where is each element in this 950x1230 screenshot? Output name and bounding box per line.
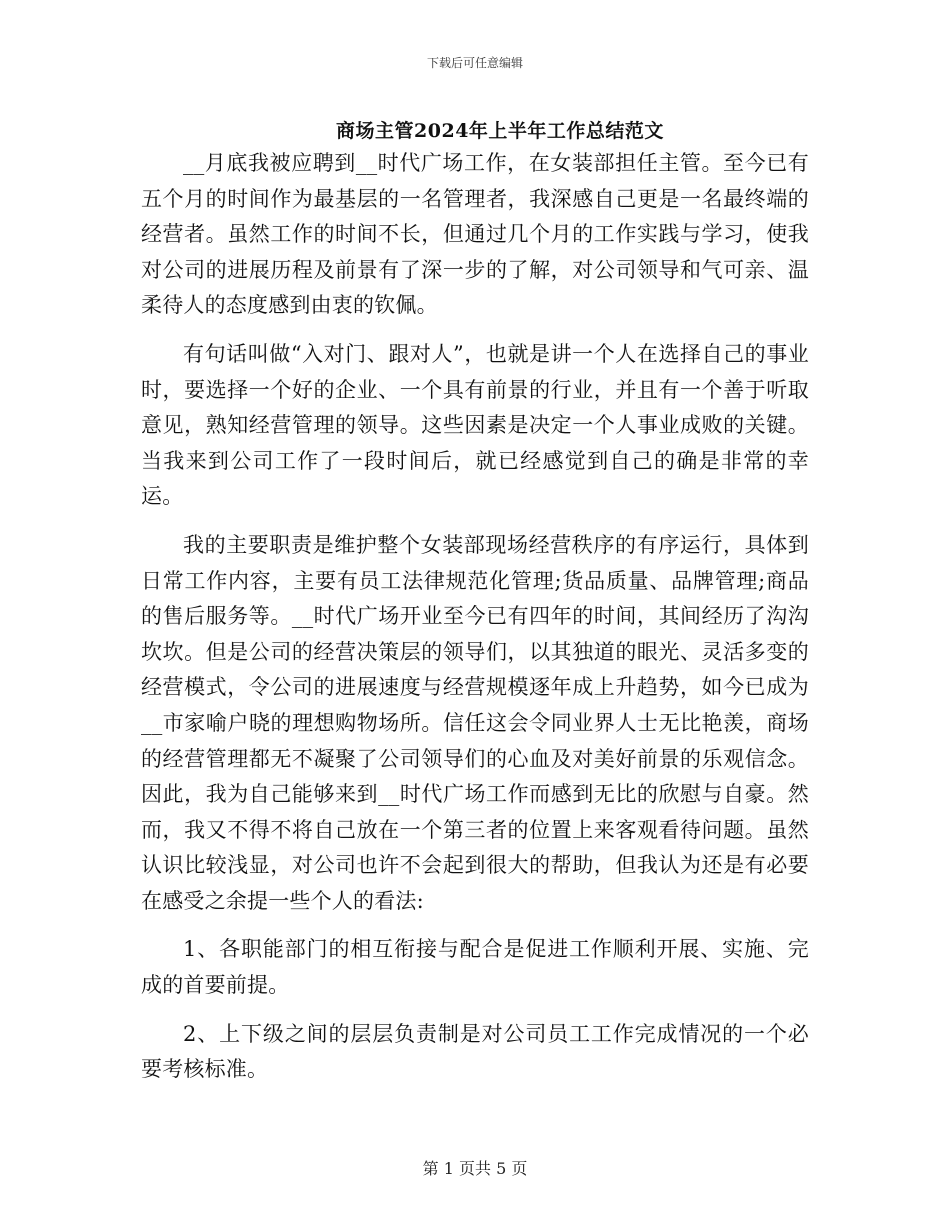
paragraph: __月底我被应聘到__时代广场工作，在女装部担任主管。至今已有五个月的时间作为最基层的一名管理者，我深感自己更是一名最终端的经营者。虽然工作的时间不长，但通过几个月的工作实践与学习，使我对公司的进展历程及前景有了深一步的了解，对公司领导和气可亲、温柔待人的态度感到由衷的钦佩。 bbox=[141, 151, 809, 318]
document-body bbox=[141, 146, 809, 1088]
paragraph: 我的主要职责是维护整个女装部现场经营秩序的有序运行，具体到日常工作内容，主要有员工法律规范化管理;货品质量、品牌管理;商品的售后服务等。__时代广场开业至今已有四年的时间，其间经历了沟沟坎坎。但是公司的经营决策层的领导们，以其独道的眼光、灵活多变的经营模式，令公司的进展速度与经营规模逐年成上升趋势，如今已成为__市家喻户晓的理想购物场所。信任这会令同业界人士无比艳羡，商场的经营管理都无不凝聚了公司领导们的心血及对美好前景的乐观信念。因此，我为自己能够来到__时代广场工作而感到无比的欣慰与自豪。然而，我又不得不将自己放在一个第三者的位置上来客观看待问题。虽然认识比较浅显，对公司也许不会起到很大的帮助，但我认为还是有必要在感受之余提一些个人的看法: bbox=[141, 532, 809, 913]
paragraph: 1、各职能部门的相互衔接与配合是促进工作顺利开展、实施、完成的首要前提。 bbox=[141, 937, 809, 998]
page-header-note: 下载后可任意编辑 bbox=[426, 56, 523, 70]
page-number: 第 1 页共 5 页 bbox=[422, 1159, 528, 1178]
paragraph: 有句话叫做“入对门、跟对人”，也就是讲一个人在选择自己的事业时，要选择一个好的企业、一个具有前景的行业，并且有一个善于听取意见，熟知经营管理的领导。这些因素是决定一个人事业成败的关键。当我来到公司工作了一段时间后，就已经感觉到自己的确是非常的幸运。 bbox=[141, 341, 809, 509]
paragraph: 2、上下级之间的层层负责制是对公司员工工作完成情况的一个必要考核标准。 bbox=[141, 1021, 809, 1082]
document-title: 商场主管2024年上半年工作总结范文 bbox=[336, 120, 664, 142]
